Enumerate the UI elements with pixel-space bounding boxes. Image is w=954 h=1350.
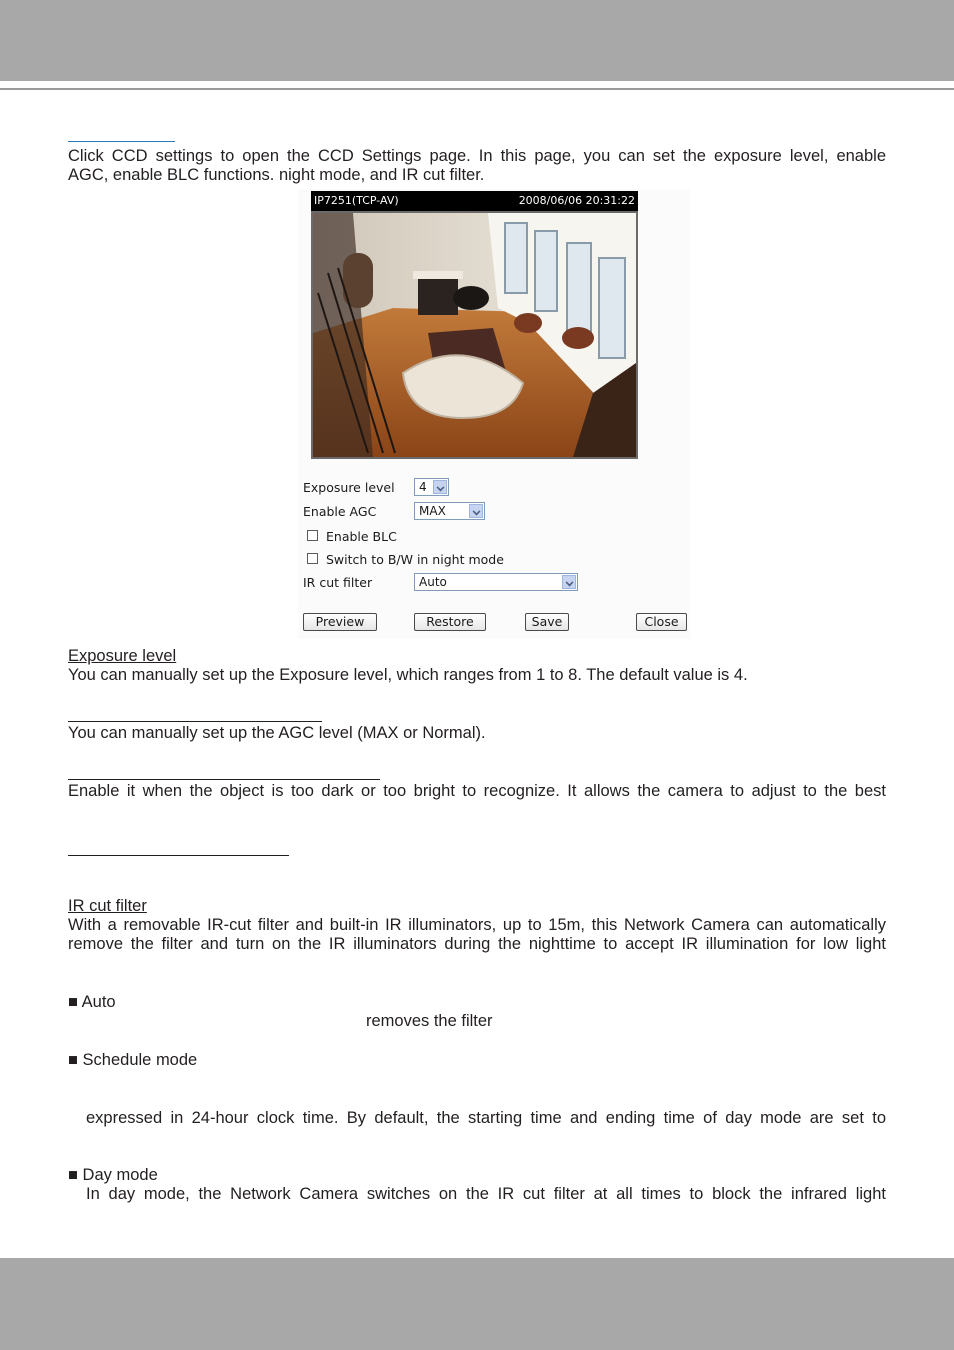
schedule-text: expressed in 24-hour clock time. By default, the starting time and ending time of day mode are set to bbox=[86, 1109, 886, 1127]
room-image bbox=[313, 213, 636, 457]
chevron-down-icon[interactable] bbox=[433, 480, 447, 494]
enable-blc-checkbox[interactable] bbox=[307, 530, 318, 541]
close-button[interactable]: Close bbox=[636, 613, 687, 631]
restore-button[interactable]: Restore bbox=[414, 613, 486, 631]
intro-line-2: AGC, enable BLC functions. night mode, and IR cut filter. bbox=[68, 166, 485, 184]
ir-cut-filter-label: IR cut filter bbox=[303, 575, 373, 590]
chevron-down-icon[interactable] bbox=[469, 504, 483, 518]
exposure-heading: Exposure level bbox=[68, 647, 177, 665]
agc-heading-line bbox=[68, 721, 322, 722]
auto-fragment: removes the filter bbox=[366, 1012, 493, 1030]
preview-button[interactable]: Preview bbox=[303, 613, 377, 631]
footer-band bbox=[0, 1258, 954, 1350]
agc-select[interactable] bbox=[414, 502, 485, 520]
exposure-level-label: Exposure level bbox=[303, 480, 395, 495]
exposure-text: You can manually set up the Exposure level, which ranges from 1 to 8. The default value is 4. bbox=[68, 666, 748, 684]
night-mode-heading-line bbox=[68, 855, 289, 856]
camera-name: IP7251(TCP-AV) bbox=[314, 194, 399, 207]
auto-bullet: ■ Auto bbox=[68, 993, 116, 1011]
schedule-bullet: ■ Schedule mode bbox=[68, 1051, 198, 1069]
camera-timestamp: 2008/06/06 20:31:22 bbox=[518, 194, 635, 207]
bw-night-mode-checkbox[interactable] bbox=[307, 553, 318, 564]
exposure-level-select[interactable] bbox=[414, 478, 449, 496]
agc-text: You can manually set up the AGC level (MAX or Normal). bbox=[68, 724, 486, 742]
ir-cut-filter-value: Auto bbox=[419, 575, 447, 589]
camera-live-view bbox=[311, 211, 638, 459]
camera-header bbox=[311, 191, 638, 211]
day-mode-bullet: ■ Day mode bbox=[68, 1166, 158, 1184]
enable-blc-label: Enable BLC bbox=[326, 529, 397, 544]
header-rule bbox=[0, 88, 954, 90]
agc-value: MAX bbox=[419, 504, 446, 518]
enable-agc-label: Enable AGC bbox=[303, 504, 377, 519]
day-mode-text: In day mode, the Network Camera switches on the IR cut filter at all times to block the infrared light bbox=[86, 1185, 886, 1203]
chevron-down-icon[interactable] bbox=[562, 575, 576, 589]
ir-cut-filter-select[interactable] bbox=[414, 573, 578, 591]
ir-cut-heading: IR cut filter bbox=[68, 897, 147, 915]
ir-cut-line-2: remove the filter and turn on the IR illuminators during the nighttime to accept IR illumination for low light bbox=[68, 935, 886, 953]
intro-line-1: Click CCD settings to open the CCD Settings page. In this page, you can set the exposure level, enable bbox=[68, 147, 886, 165]
save-button[interactable]: Save bbox=[525, 613, 569, 631]
exposure-level-value: 4 bbox=[419, 480, 427, 494]
blc-text: Enable it when the object is too dark or too bright to recognize. It allows the camera to adjust to the best bbox=[68, 782, 886, 800]
ir-cut-line-1: With a removable IR-cut filter and built-in IR illuminators, up to 15m, this Network Camera can automatically bbox=[68, 916, 886, 934]
bw-night-mode-label: Switch to B/W in night mode bbox=[326, 552, 504, 567]
blc-heading-line bbox=[68, 779, 380, 780]
header-band bbox=[0, 0, 954, 81]
heading-link-line bbox=[68, 141, 175, 142]
